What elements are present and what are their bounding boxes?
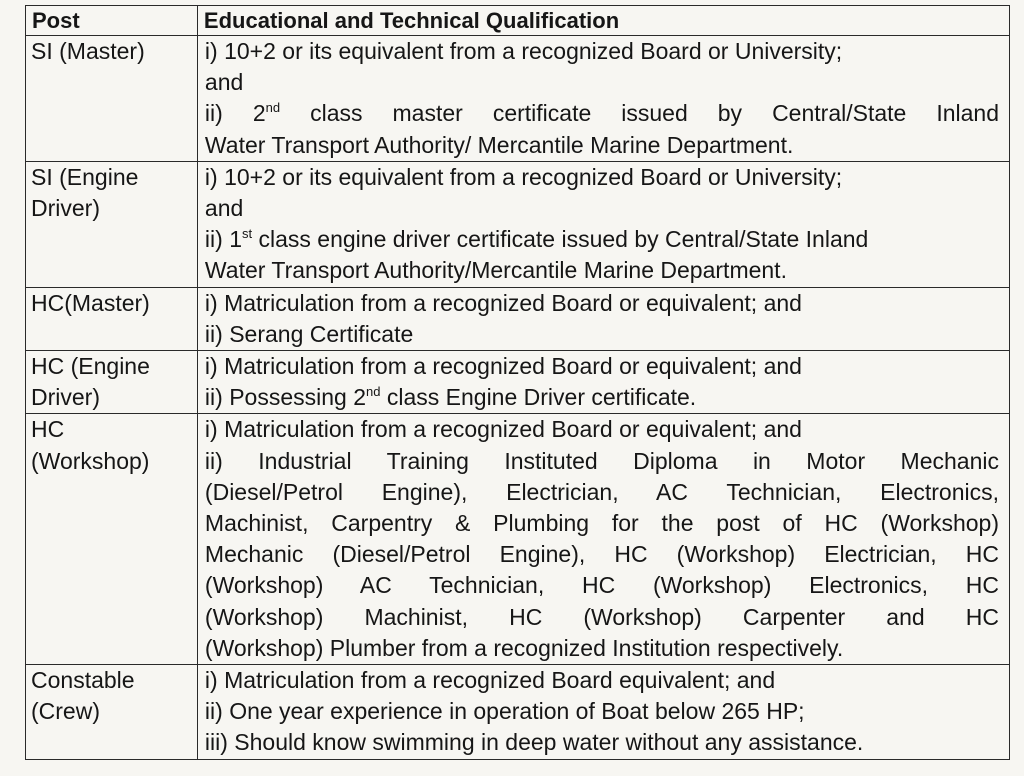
qualification-line (205, 602, 999, 633)
line-text-cont: class engine driver certificate issued by Central/State Inland (252, 226, 869, 253)
qualification-line (205, 665, 999, 696)
qualification-cell (197, 351, 1009, 414)
qualification-line (205, 414, 999, 445)
post-name-line: HC (31, 416, 65, 443)
qualification-line (205, 255, 999, 286)
post-cell (26, 36, 198, 162)
ordinal-superscript: nd (265, 100, 281, 116)
table-row (26, 414, 1010, 665)
line-text: ii) 2 (204, 100, 266, 127)
line-text: (Workshop) Machinist, HC (Workshop) Carpenter and HC (204, 603, 999, 630)
qualification-cell (197, 665, 1009, 760)
line-text: i) Matriculation from a recognized Board or equivalent; and (204, 289, 802, 316)
post-name-line: (Crew) (31, 698, 100, 725)
line-text: (Workshop) Plumber from a recognized Institution respectively. (204, 634, 844, 661)
line-text: ii) One year experience in operation of Boat below 265 HP; (204, 698, 805, 725)
line-text: ii) Industrial Training Instituted Diploma in Motor Mechanic (204, 447, 999, 474)
post-name-line: Driver) (31, 384, 100, 411)
post-cell (26, 414, 198, 665)
line-text: and (204, 69, 244, 96)
line-text: i) Matriculation from a recognized Board equivalent; and (204, 667, 776, 694)
qualification-line (205, 570, 999, 601)
header-qualification: Educational and Technical Qualification (197, 6, 1009, 36)
table-row (26, 665, 1010, 760)
qualification-cell (197, 414, 1009, 665)
line-text: Machinist, Carpentry & Plumbing for the post of HC (Workshop) (204, 510, 999, 537)
line-text: and (204, 195, 244, 222)
qualification-line (205, 36, 999, 67)
qualification-line (205, 539, 999, 570)
line-text: i) Matriculation from a recognized Board or equivalent; and (204, 353, 802, 380)
line-text: Water Transport Authority/Mercantile Marine Department. (204, 257, 787, 284)
line-text: ii) Serang Certificate (204, 320, 414, 347)
qualification-line (205, 224, 999, 255)
post-name-line: Constable (31, 667, 135, 694)
qualification-line (205, 288, 999, 319)
qualification-line (205, 696, 999, 727)
post-name-line: HC (Engine (31, 353, 150, 380)
line-text: Water Transport Authority/ Mercantile Marine Department. (204, 131, 794, 158)
qualification-cell (197, 161, 1009, 287)
header-post: Post (26, 6, 198, 36)
line-text: iii) Should know swimming in deep water without any assistance. (204, 729, 864, 756)
qualification-table (25, 5, 1010, 760)
qualification-line (205, 477, 999, 508)
post-cell (26, 665, 198, 760)
line-text: (Diesel/Petrol Engine), Electrician, AC Technician, Electronics, (204, 478, 999, 505)
table-row (26, 287, 1010, 350)
qualification-line (205, 446, 999, 477)
qualification-line (205, 193, 999, 224)
line-text: ii) Possessing 2 (204, 384, 366, 411)
line-text: i) Matriculation from a recognized Board or equivalent; and (204, 416, 802, 443)
post-name-line: SI (Master) (31, 38, 145, 64)
post-cell (26, 161, 198, 287)
ordinal-superscript: st (241, 226, 253, 242)
line-text: i) 10+2 or its equivalent from a recognized Board or University; (204, 163, 843, 190)
line-text: i) 10+2 or its equivalent from a recognized Board or University; (204, 38, 843, 64)
qualification-line (205, 382, 999, 413)
post-name-line: (Workshop) (31, 447, 150, 474)
line-text: (Workshop) AC Technician, HC (Workshop) Electronics, HC (204, 572, 999, 599)
table-row (26, 36, 1010, 162)
post-name-line: SI (Engine (31, 163, 139, 190)
line-text-cont: class master certificate issued by Central/State Inland (280, 100, 999, 127)
line-text: ii) 1 (204, 226, 242, 253)
qualification-line (205, 727, 999, 758)
post-cell (26, 351, 198, 414)
qualification-line (205, 351, 999, 382)
qualification-line (205, 98, 999, 129)
qualification-cell (197, 287, 1009, 350)
post-name-line: HC(Master) (31, 289, 150, 316)
qualification-line (205, 508, 999, 539)
qualification-line (205, 162, 999, 193)
qualification-line (205, 67, 999, 98)
qualification-line (205, 319, 999, 350)
line-text: Mechanic (Diesel/Petrol Engine), HC (Workshop) Electrician, HC (204, 541, 999, 568)
header-row (26, 6, 1010, 36)
table-row (26, 161, 1010, 287)
line-text-cont: class Engine Driver certificate. (380, 384, 697, 411)
post-cell (26, 287, 198, 350)
qualification-line (205, 633, 999, 664)
table-body (26, 36, 1010, 760)
qualification-cell (197, 36, 1009, 162)
post-name-line: Driver) (31, 195, 100, 222)
table-row (26, 351, 1010, 414)
qualification-line (205, 130, 999, 161)
ordinal-superscript: nd (366, 384, 381, 400)
